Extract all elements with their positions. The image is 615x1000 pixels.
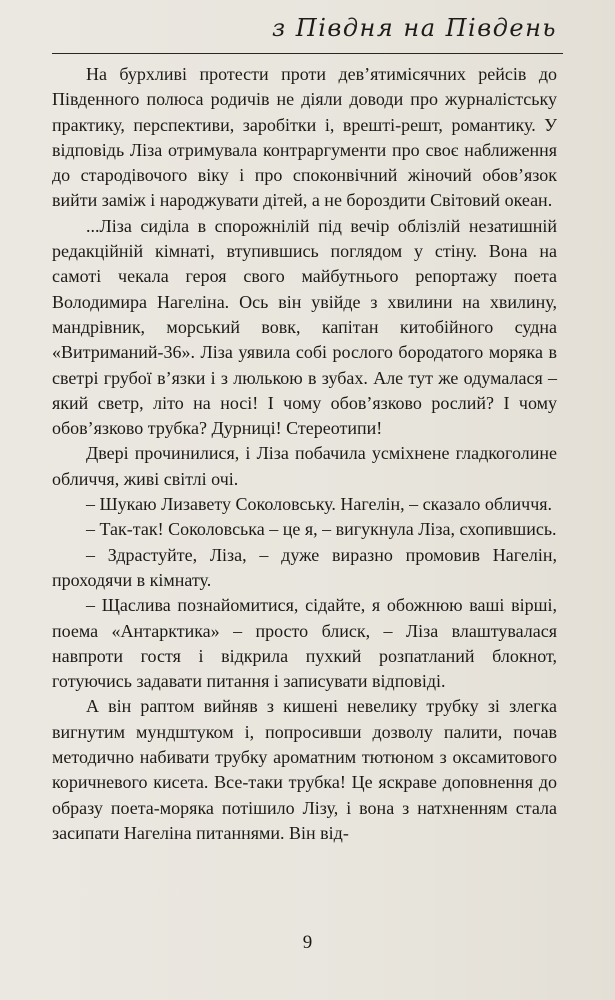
paragraph: Двері прочинилися, і Ліза побачила усміхнене гладкоголине обличчя, живі світлі очі. [52, 443, 557, 489]
header-rule [52, 53, 563, 54]
paragraph: – Здрастуйте, Ліза, – дуже виразно промовив Нагелін, проходячи в кімнату. [52, 544, 557, 590]
page-number: 9 [302, 932, 313, 953]
paragraph: – Щаслива познайомитися, сідайте, я обожнюю ваші вірші, поема «Антарктика» – просто блиск, – Ліза влаштувалася навпроти гостя і відкрила пухкий розпатланий блокнот, готуючись задавати питання і записувати відповіді. [52, 595, 557, 692]
paragraph: На бурхливі протести проти дев’ятимісячних рейсів до Південного полюса родичів не діяли доводи про журналістську практику, перспективи, заробітки і, врешті-решт, романтику. У відповідь Ліза отримувала контраргументи про своє наближення до стародівочого віку і про споконвічний жіночий обов’язок вийти заміж і народжувати дітей, а не бороздити Світовий океан. [52, 64, 557, 211]
running-head: з Півдня на Південь [272, 14, 557, 42]
paragraph: А він раптом вийняв з кишені невелику трубку зі злегка вигнутим мундштуком і, попросивши дозволу палити, почав методично набивати трубку ароматним тютюном з оксамитового коричневого кисета. Все-таки трубка! Це яскраве доповнення до образу поета-моряка потішило Лізу, і вона з натхненням стала засипати Нагеліна питаннями. Він від- [52, 696, 557, 843]
body-text [52, 62, 557, 846]
paragraph: ...Ліза сиділа в спорожнілій під вечір облізлій незатишній редакційній кімнаті, втупившись поглядом у стіну. Вона на самоті чекала героя свого майбутнього репортажу поета Володимира Нагеліна. Ось він увійде з хвилини на хвилину, мандрівник, морський вовк, капітан китобійного судна «Витриманий-36». Ліза уявила собі рослого бородатого моряка в светрі грубої в’язки і з люлькою в зубах. Але тут же одумалася – який светр, літо на носі! І чому обов’язково рослий? І чому обов’язково трубка? Дурниці! Стереотипи! [52, 215, 557, 439]
paragraph: – Так-так! Соколовська – це я, – вигукнула Ліза, схопившись. [86, 519, 557, 540]
paragraph: – Шукаю Лизавету Соколовську. Нагелін, – сказало обличчя. [86, 494, 553, 515]
